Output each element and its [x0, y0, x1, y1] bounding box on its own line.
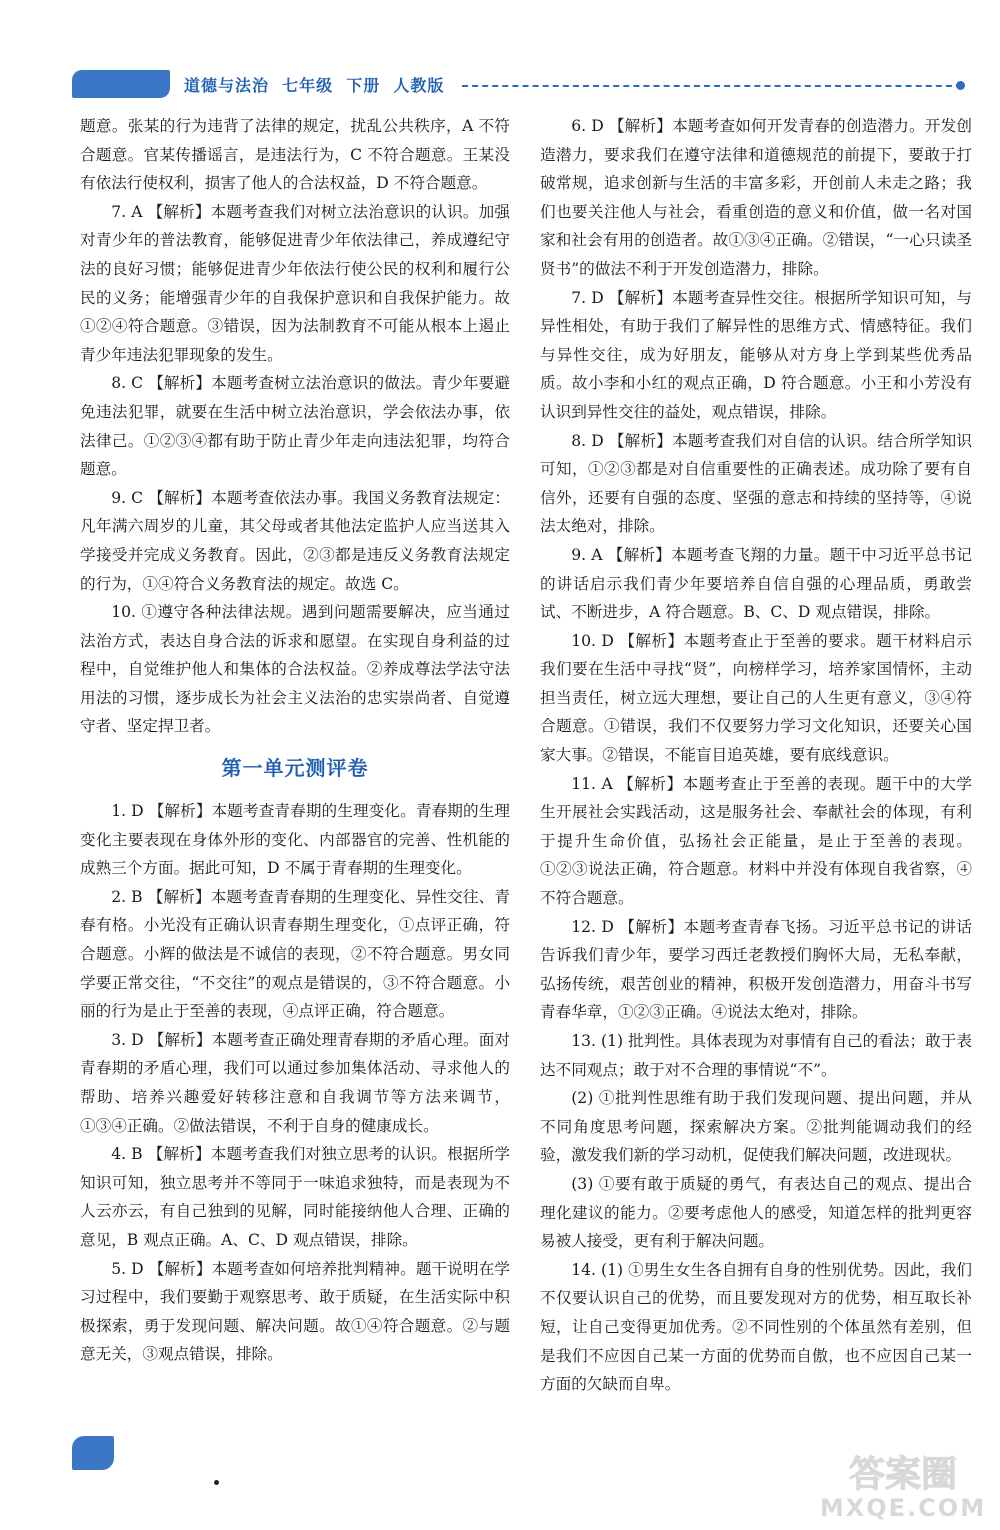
- answer-paragraph: 2. B 【解析】本题考查青春期的生理变化、异性交往、青春有格。小光没有正确认识青春期生理变化，①点评正确，符合题意。小辉的做法是不诚信的表现，②不符合题意。男女同学要正常交往，“不交往”的观点是错误的，③不符合题意。小丽的行为是止于至善的表现，④点评正确，符合题意。: [80, 887, 510, 1021]
- answer-paragraph: (2) ①批判性思维有助于我们发现问题、提出问题，并从不同角度思考问题，探索解决方案。②批判能调动我们的经验，激发我们新的学习动机，促使我们解决问题，改进现状。: [540, 1089, 972, 1165]
- answer-paragraph: 12. D 【解析】本题考查青春飞扬。习近平总书记的讲话告诉我们青少年，要学习西迁老教授们胸怀大局，无私奉献，弘扬传统，艰苦创业的精神，积极开发创造潜力，用奋斗书写青春华章，①②③正确。④说法太绝对，排除。: [540, 917, 972, 1022]
- right-paragraphs: [540, 112, 972, 1399]
- answer-paragraph: 9. C 【解析】本题考查依法办事。我国义务教育法规定：凡年满六周岁的儿童，其父母或者其他法定监护人应当送其入学接受并完成义务教育。因此，②③都是违反义务教育法规定的行为，①④符合义务教育法的规定。故选 C。: [80, 488, 510, 593]
- watermark-logo: [818, 1444, 988, 1524]
- svg-text:MXQE.COM: MXQE.COM: [819, 1494, 987, 1522]
- answer-paragraph: 8. D 【解析】本题考查我们对自信的认识。结合所学知识可知，①②③都是对自信重要性的正确表述。成功除了要有自信外，还要有自强的态度、坚强的意志和持续的坚持等，④说法太绝对，排除。: [540, 431, 972, 536]
- answer-paragraph: 8. C 【解析】本题考查树立法治意识的做法。青少年要避免违法犯罪，就要在生活中树立法治意识，学会依法办事，依法律己。①②③④都有助于防止青少年走向违法犯罪，均符合题意。: [80, 374, 510, 479]
- answer-paragraph: 7. A 【解析】本题考查我们对树立法治意识的认识。加强对青少年的普法教育，能够促进青少年依法律己，养成遵纪守法的良好习惯；能够促进青少年依法行使公民的权利和履行公民的义务；能增强青少年的自我保护意识和自我保护能力。故①②④符合题意。③错误，因为法制教育不可能从根本上遏止青少年违法犯罪现象的发生。: [80, 202, 510, 364]
- answer-paragraph: (3) ①要有敢于质疑的勇气，有表达自己的观点、提出合理化建议的能力。②要考虑他人的感受，知道怎样的批判更容易被人接受，更有利于解决问题。: [540, 1174, 972, 1251]
- right-column: [540, 112, 972, 1399]
- header-title: 道德与法治 七年级 下册 人教版: [184, 76, 445, 95]
- svg-text:答案圈: 答案圈: [848, 1454, 958, 1495]
- left-bottom-paragraphs: [80, 797, 510, 1369]
- answer-paragraph: 5. D 【解析】本题考查如何培养批判精神。题干说明在学习过程中，我们要勤于观察思考、敢于质疑，在生活实际中积极探索，勇于发现问题、解决问题。故①④符合题意。②与题意无关，③观点错误，排除。: [80, 1259, 510, 1364]
- answer-paragraph: 10. ①遵守各种法律法规。遇到问题需要解决，应当通过法治方式，表达自身合法的诉求和愿望。在实现自身利益的过程中，自觉维护他人和集体的合法权益。②养成尊法学法守法用法的习惯，逐步成长为社会主义法治的忠实崇尚者、自觉遵守者、坚定捍卫者。: [80, 603, 510, 736]
- left-column: [80, 112, 510, 1369]
- header-dashed-rule: [462, 85, 962, 87]
- answer-paragraph: 7. D 【解析】本题考查异性交往。根据所学知识可知，与异性相处，有助于我们了解异性的思维方式、情感特征。我们与异性交往，成为好朋友，能够从对方身上学到某些优秀品质。故小李和小红的观点正确，D 符合题意。小王和小芳没有认识到异性交往的益处，观点错误，排除。: [540, 288, 972, 421]
- header-dot: [956, 81, 965, 90]
- answer-paragraph: 题意。张某的行为违背了法律的规定，扰乱公共秩序，A 不符合题意。官某传播谣言，是违法行为，C 不符合题意。王某没有依法行使权利，损害了他人的合法权益，D 不符合题意。: [80, 117, 510, 193]
- answer-paragraph: 6. D 【解析】本题考查如何开发青春的创造潜力。开发创造潜力，要求我们在遵守法律和道德规范的前提下，要敢于打破常规，追求创新与生活的丰富多彩，开创前人未走之路；我们也要关注他人与社会，看重创造的意义和价值，做一名对国家和社会有用的创造者。故①③④正确。②错误，“一心只读圣贤书”的做法不利于开发创造潜力，排除。: [540, 117, 972, 278]
- answer-paragraph: 10. D 【解析】本题考查止于至善的要求。题干材料启示我们要在生活中寻找“贤”，向榜样学习，培养家国情怀，主动担当责任，树立远大理想，要让自己的人生更有意义，③④符合题意。①错误，我们不仅要努力学习文化知识，还要关心国家大事。②错误，不能盲目追英雄，要有底线意识。: [540, 631, 972, 765]
- answer-paragraph: 11. A 【解析】本题考查止于至善的表现。题干中的大学生开展社会实践活动，这是服务社会、奉献社会的体现，有利于提升生命价值，弘扬社会正能量，是止于至善的表现。①②③说法正确，符合题意。材料中并没有体现自我省察，④不符合题意。: [540, 774, 972, 908]
- left-top-paragraphs: [80, 112, 510, 741]
- section-title: 第一单元测评卷: [221, 756, 369, 781]
- page-header: [72, 70, 972, 104]
- answer-paragraph: 4. B 【解析】本题考查我们对独立思考的认识。根据所学知识可知，独立思考并不等同于一味追求独特，而是表现为不人云亦云，有自己独到的见解，同时能接纳他人合理、正确的意见，B 观点正确。A、C、D 观点错误，排除。: [80, 1145, 510, 1249]
- footer-dot: [214, 1480, 219, 1485]
- page-number-badge: [72, 1436, 114, 1470]
- answer-paragraph: 14. (1) ①男生女生各自拥有自身的性别优势。因此，我们不仅要认识自己的优势，而且要发现对方的优势，相互取长补短，让自己变得更加优秀。②不同性别的个体虽然有差别，但是我们不应因自己某一方面的优势而自傲，也不应因自己某一方面的欠缺而自卑。: [540, 1260, 972, 1394]
- header-badge: [72, 70, 170, 98]
- answer-paragraph: 3. D 【解析】本题考查正确处理青春期的矛盾心理。面对青春期的矛盾心理，我们可以通过参加集体活动、寻求他人的帮助、培养兴趣爱好转移注意和自我调节等方法来调节，①③④正确。②做法错误，不利于自身的健康成长。: [80, 1030, 510, 1135]
- answer-paragraph: 1. D 【解析】本题考查青春期的生理变化。青春期的生理变化主要表现在身体外形的变化、内部器官的完善、性机能的成熟三个方面。据此可知，D 不属于青春期的生理变化。: [80, 802, 510, 878]
- answer-paragraph: 9. A 【解析】本题考查飞翔的力量。题干中习近平总书记的讲话启示我们青少年要培养自信自强的心理品质，勇敢尝试、不断进步，A 符合题意。B、C、D 观点错误，排除。: [540, 545, 972, 622]
- answer-paragraph: 13. (1) 批判性。具体表现为对事情有自己的看法；敢于表达不同观点；敢于对不合理的事情说“不”。: [540, 1032, 972, 1079]
